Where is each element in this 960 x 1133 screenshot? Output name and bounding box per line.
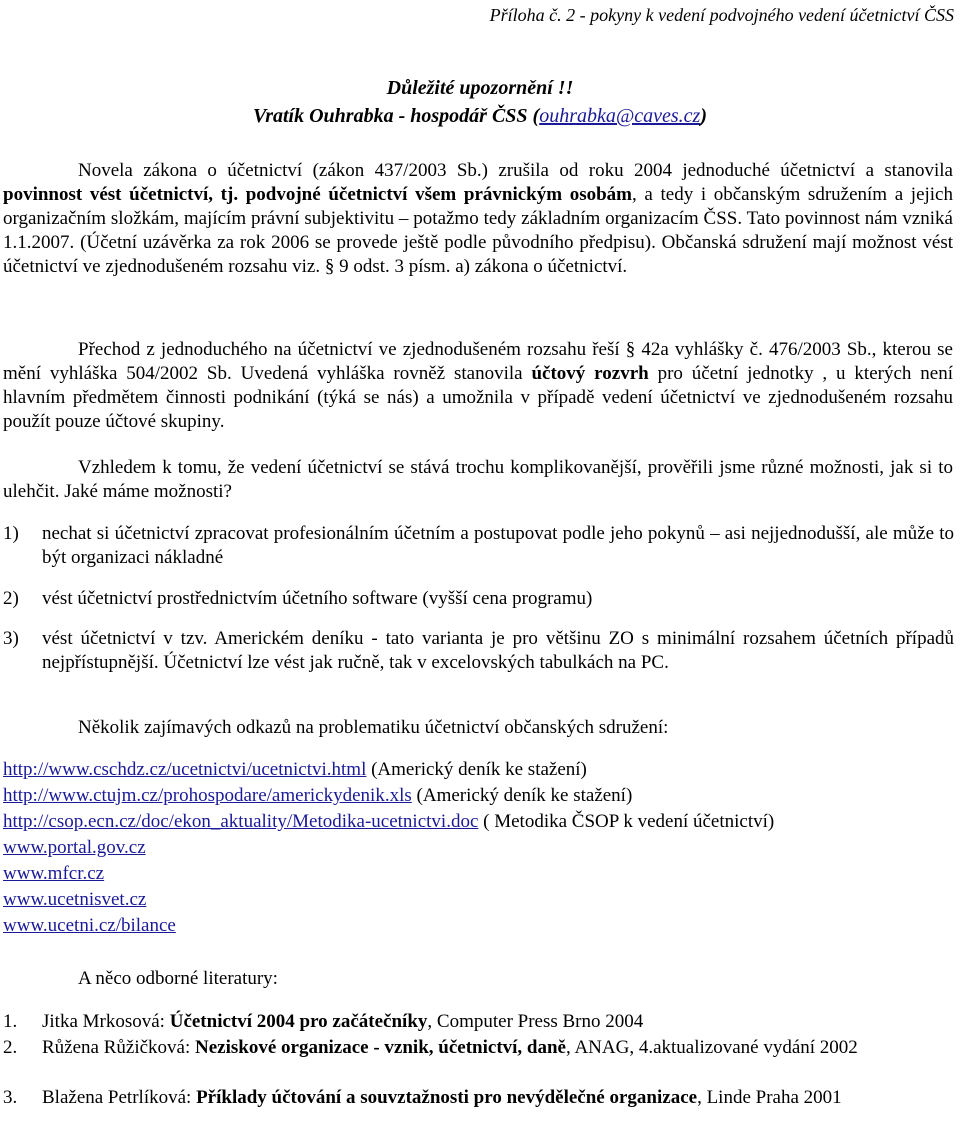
notice-title: Důležité upozornění !! — [386, 77, 574, 99]
author-text: Vratík Ouhrabka - hospodář ČSS ( — [252, 105, 540, 127]
lit-author: Růžena Růžičková: — [42, 1037, 196, 1058]
option-text: vést účetnictví v tzv. Americkém deníku - tato varianta je pro většinu ZO s minimální rozsahem účetních případů nejpřístupnější. Účetnictví lze vést jak ručně, tak v excelovských tabulkách na PC. — [42, 628, 954, 673]
option-number: 2) — [3, 588, 19, 609]
lit-title: Neziskové organizace - vznik, účetnictví, daně — [195, 1037, 566, 1058]
paragraph-options-intro: Vzhledem k tomu, že vedení účetnictví se stává trochu komplikovanější, prověřili jsme různé možnosti, jak si to ulehčit. Jaké máme možnosti? — [3, 457, 953, 502]
p1-text-2: , a tedy i občanským sdružením a jejich organizačním složkám, majícím právní subjektivitu – potažmo tedy základním organizacím ČSS. Tato povinnost nám vzniká 1.1.2007. (Účetní uzávěrka za rok 2006 se provede ještě podle původního předpisu). Občanská sdružení mají možnost vést účetnictví ve zjednodušeném rozsahu viz. § 9 odst. 3 písm. a) zákona o účetnictví. — [3, 184, 953, 277]
lit-rest: , ANAG, 4.aktualizované vydání 2002 — [566, 1037, 858, 1058]
paragraph-transition — [3, 338, 953, 434]
lit-rest: , Linde Praha 2001 — [697, 1087, 842, 1108]
link-row — [3, 914, 176, 938]
lit-title: Příklady účtování a souvztažnosti pro nevýdělečné organizace — [196, 1087, 698, 1108]
literature-intro: A něco odborné literatury: — [78, 968, 278, 989]
external-link[interactable]: www.ucetni.cz/bilance — [3, 915, 176, 936]
link-row — [3, 758, 587, 782]
external-link[interactable]: www.portal.gov.cz — [3, 837, 146, 858]
lit-rest: , Computer Press Brno 2004 — [427, 1011, 644, 1032]
author-suffix: ) — [700, 105, 707, 127]
link-note: (Americký deník ke stažení) — [366, 759, 587, 780]
external-link[interactable]: www.ucetnisvet.cz — [3, 889, 147, 910]
p2-bold: účtový rozvrh — [531, 363, 649, 384]
lit-author: Jitka Mrkosová: — [42, 1011, 170, 1032]
paragraph-law-amendment — [3, 159, 953, 279]
p2-text-2: pro účetní jednotky , u kterých není hlavním předmětem činnosti podnikání (týká se nás) a umožnila v případě vedení účetnictví ve zjednodušeném rozsahu použít pouze účtové skupiny. — [3, 363, 953, 432]
link-row — [3, 888, 146, 912]
author-email-link[interactable]: ouhrabka@caves.cz — [539, 105, 701, 127]
external-link[interactable]: www.mfcr.cz — [3, 863, 105, 884]
literature-number: 2. — [3, 1037, 18, 1058]
option-text: nechat si účetnictví zpracovat profesionálním účetním a postupovat podle jeho pokynů – asi nejjednodušší, ale může to být organizaci nákladné — [42, 523, 954, 568]
page-header: Příloha č. 2 - pokyny k vedení podvojného vedení účetnictví ČSS — [489, 5, 954, 25]
external-link[interactable]: http://csop.ecn.cz/doc/ekon_aktuality/Metodika-ucetnictvi.doc — [3, 811, 479, 832]
link-row — [3, 862, 104, 886]
literature-item — [42, 1010, 954, 1034]
link-row — [3, 836, 146, 860]
link-row — [3, 810, 774, 834]
link-note: ( Metodika ČSOP k vedení účetnictví) — [478, 811, 775, 832]
option-number: 3) — [3, 628, 19, 649]
literature-number: 1. — [3, 1011, 18, 1032]
p2-text-1: Přechod z jednoduchého na účetnictví ve zjednodušeném rozsahu řeší § 42a vyhlášky č. 476/2003 Sb., kterou se mění vyhláška 504/2002 Sb. Uvedená vyhláška rovněž stanovila — [3, 339, 953, 384]
link-note: (Americký deník ke stažení) — [411, 785, 633, 806]
literature-number: 3. — [3, 1087, 18, 1108]
external-link[interactable]: http://www.ctujm.cz/prohospodare/americkydenik.xls — [3, 785, 412, 806]
links-intro: Několik zajímavých odkazů na problematiku účetnictví občanských sdružení: — [78, 717, 669, 738]
external-link[interactable]: http://www.cschdz.cz/ucetnictvi/ucetnictvi.html — [3, 759, 367, 780]
p1-bold: povinnost vést účetnictví, tj. podvojné účetnictví všem právnickým osobám — [3, 184, 633, 205]
option-text: vést účetnictví prostřednictvím účetního software (vyšší cena programu) — [42, 588, 593, 609]
notice-author — [0, 104, 960, 128]
lit-author: Blažena Petrlíková: — [42, 1087, 197, 1108]
option-number: 1) — [3, 523, 19, 544]
link-row — [3, 784, 632, 808]
literature-item — [42, 1086, 954, 1110]
literature-item — [42, 1036, 954, 1060]
lit-title: Účetnictví 2004 pro začátečníky — [169, 1011, 428, 1032]
p1-text-1: Novela zákona o účetnictví (zákon 437/2003 Sb.) zrušila od roku 2004 jednoduché účetnictví a stanovila — [78, 160, 953, 181]
